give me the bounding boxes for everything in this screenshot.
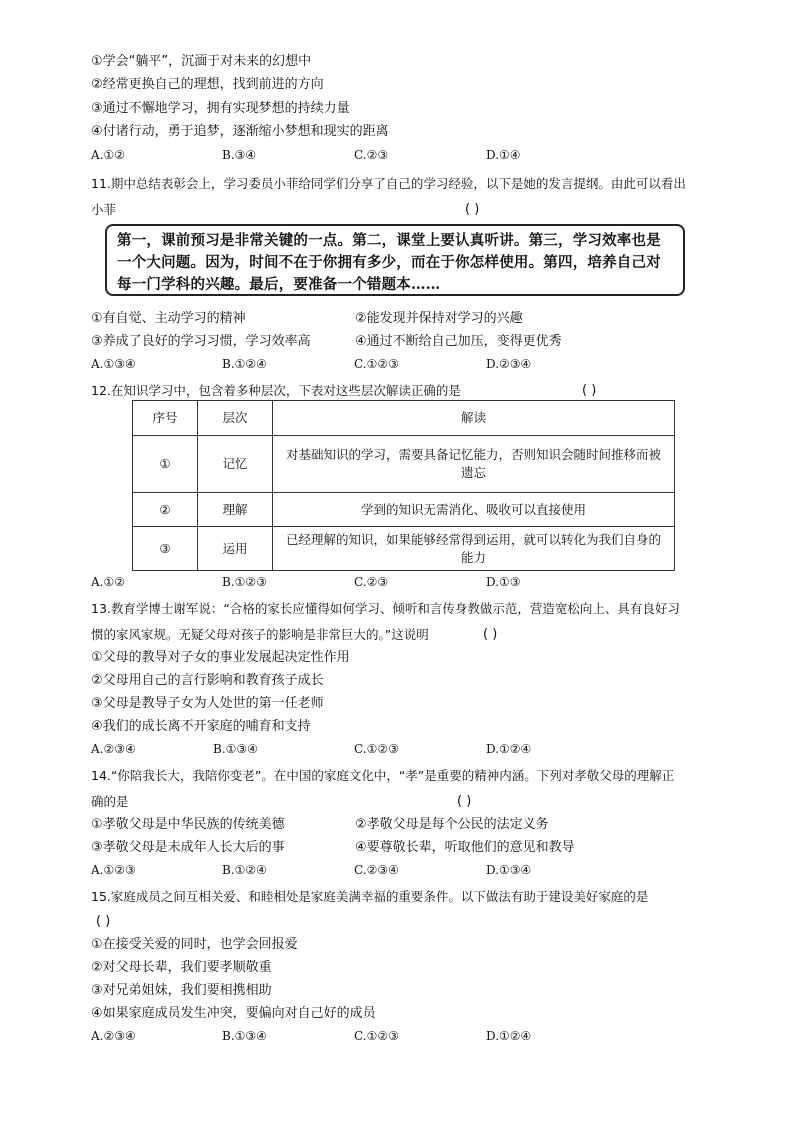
q12-choice-a: A.①② (91, 575, 125, 589)
q12-choice-d: D.①③ (486, 575, 521, 589)
table-row (133, 527, 675, 571)
q15-item-4: ④如果家庭成员发生冲突，要偏向对自己好的成员 (91, 1006, 376, 1021)
q11-choice-a: A.①③④ (91, 357, 136, 371)
q13-choice-c: C.①②③ (354, 742, 399, 756)
q15-choice-b: B.①③④ (222, 1029, 267, 1043)
table-cell: 对基础知识的学习，需要具备记忆能力，否则知识会随时间推移而被遗忘 (273, 436, 675, 493)
q10-choice-a: A.①② (91, 148, 125, 162)
table-header-row (133, 401, 675, 436)
table-row (133, 493, 675, 527)
q11-choice-b: B.①②④ (222, 357, 267, 371)
q13-stem-line1: 13.教育学博士谢军说：“合格的家长应懂得如何学习、倾听和言传身教做示范，营造宽松向上、具有良好习 (91, 601, 680, 616)
q10-item-4: ④付诸行动，勇于追梦，逐渐缩小梦想和现实的距离 (91, 124, 389, 139)
q15-choice-d: D.①②④ (486, 1029, 532, 1043)
q14-choice-a: A.①②③ (91, 863, 136, 877)
table-cell: ③ (133, 527, 198, 571)
table-cell: 理解 (198, 493, 273, 527)
table-cell: 已经理解的知识，如果能够经常得到运用，就可以转化为我们自身的能力 (273, 527, 675, 571)
q11-item-2: ②能发现并保持对学习的兴趣 (355, 311, 523, 326)
q14-answer-paren: ( ) (457, 794, 472, 809)
q11-quote-box: 第一，课前预习是非常关键的一点。第二，课堂上要认真听讲。第三，学习效率也是一个大问题。因为，时间不在于你拥有多少，而在于你怎样使用。第四，培养自己对每一门学科的兴趣。最后，要准备一个错题本…… (105, 224, 685, 296)
q10-item-1: ①学会“躺平”，沉湎于对未来的幻想中 (91, 54, 312, 69)
q15-item-1: ①在接受关爱的同时，也学会回报爱 (91, 937, 298, 952)
q10-item-2: ②经常更换自己的理想，找到前进的方向 (91, 77, 324, 92)
q15-choice-a: A.②③④ (91, 1029, 136, 1043)
q14-choice-b: B.①②④ (222, 863, 267, 877)
q11-stem-line1: 11.期中总结表彰会上，学习委员小菲给同学们分享了自己的学习经验，以下是她的发言提纲。由此可以看出 (91, 176, 686, 191)
q13-answer-paren: ( ) (483, 627, 498, 642)
q12-stem: 12.在知识学习中，包含着多种层次，下表对这些层次解读正确的是 (91, 383, 461, 398)
q12-table (132, 400, 675, 571)
q15-stem: 15.家庭成员之间互相关爱、和睦相处是家庭美满幸福的重要条件。以下做法有助于建设美好家庭的是 (91, 889, 649, 904)
table-header-number: 序号 (133, 401, 198, 436)
q11-stem-line2: 小菲 (91, 202, 117, 217)
q15-item-3: ③对兄弟姐妹，我们要相携相助 (91, 983, 272, 998)
table-cell: ② (133, 493, 198, 527)
q13-item-4: ④我们的成长离不开家庭的哺育和支持 (91, 719, 311, 734)
table-cell: 学到的知识无需消化、吸收可以直接使用 (273, 493, 675, 527)
q11-answer-paren: ( ) (465, 202, 480, 217)
table-header-interpretation: 解读 (273, 401, 675, 436)
q13-item-3: ③父母是教导子女为人处世的第一任老师 (91, 696, 324, 711)
q14-stem-line1: 14.“你陪我长大，我陪你变老”。在中国的家庭文化中，“孝”是重要的精神内涵。下列对孝敬父母的理解正 (91, 768, 675, 783)
q13-item-2: ②父母用自己的言行影响和教育孩子成长 (91, 673, 324, 688)
q11-choice-d: D.②③④ (486, 357, 532, 371)
table-row (133, 436, 675, 493)
table-cell: 运用 (198, 527, 273, 571)
q13-choice-a: A.②③④ (91, 742, 136, 756)
q12-answer-paren: ( ) (582, 383, 597, 398)
q14-item-2: ②孝敬父母是每个公民的法定义务 (355, 817, 549, 832)
q11-choice-c: C.①②③ (354, 357, 399, 371)
q15-answer-paren: ( ) (96, 914, 111, 929)
q14-choice-d: D.①③④ (486, 863, 532, 877)
q10-choice-b: B.③④ (222, 148, 257, 162)
table-header-level: 层次 (198, 401, 273, 436)
table-cell: 记忆 (198, 436, 273, 493)
q11-item-3: ③养成了良好的学习习惯，学习效率高 (91, 334, 311, 349)
table-cell: ① (133, 436, 198, 493)
q11-item-1: ①有自觉、主动学习的精神 (91, 311, 246, 326)
q14-item-4: ④要尊敬长辈，听取他们的意见和教导 (355, 840, 575, 855)
q10-choice-c: C.②③ (354, 148, 389, 162)
q14-choice-c: C.②③④ (354, 863, 399, 877)
q14-stem-line2: 确的是 (91, 794, 129, 809)
q13-item-1: ①父母的教导对子女的事业发展起决定性作用 (91, 650, 350, 665)
q10-choice-d: D.①④ (486, 148, 521, 162)
q11-item-4: ④通过不断给自己加压，变得更优秀 (355, 334, 562, 349)
q10-item-3: ③通过不懈地学习，拥有实现梦想的持续力量 (91, 101, 350, 116)
q15-item-2: ②对父母长辈，我们要孝顺敬重 (91, 960, 272, 975)
q12-choice-b: B.①②③ (222, 575, 267, 589)
q14-item-3: ③孝敬父母是未成年人长大后的事 (91, 840, 285, 855)
q12-choice-c: C.②③ (354, 575, 389, 589)
q13-stem-line2: 惯的家风家规。无疑父母对孩子的影响是非常巨大的。”这说明 (91, 627, 429, 642)
q13-choice-d: D.①②④ (486, 742, 532, 756)
q13-choice-b: B.①③④ (213, 742, 258, 756)
q15-choice-c: C.①②③ (354, 1029, 399, 1043)
q14-item-1: ①孝敬父母是中华民族的传统美德 (91, 817, 285, 832)
